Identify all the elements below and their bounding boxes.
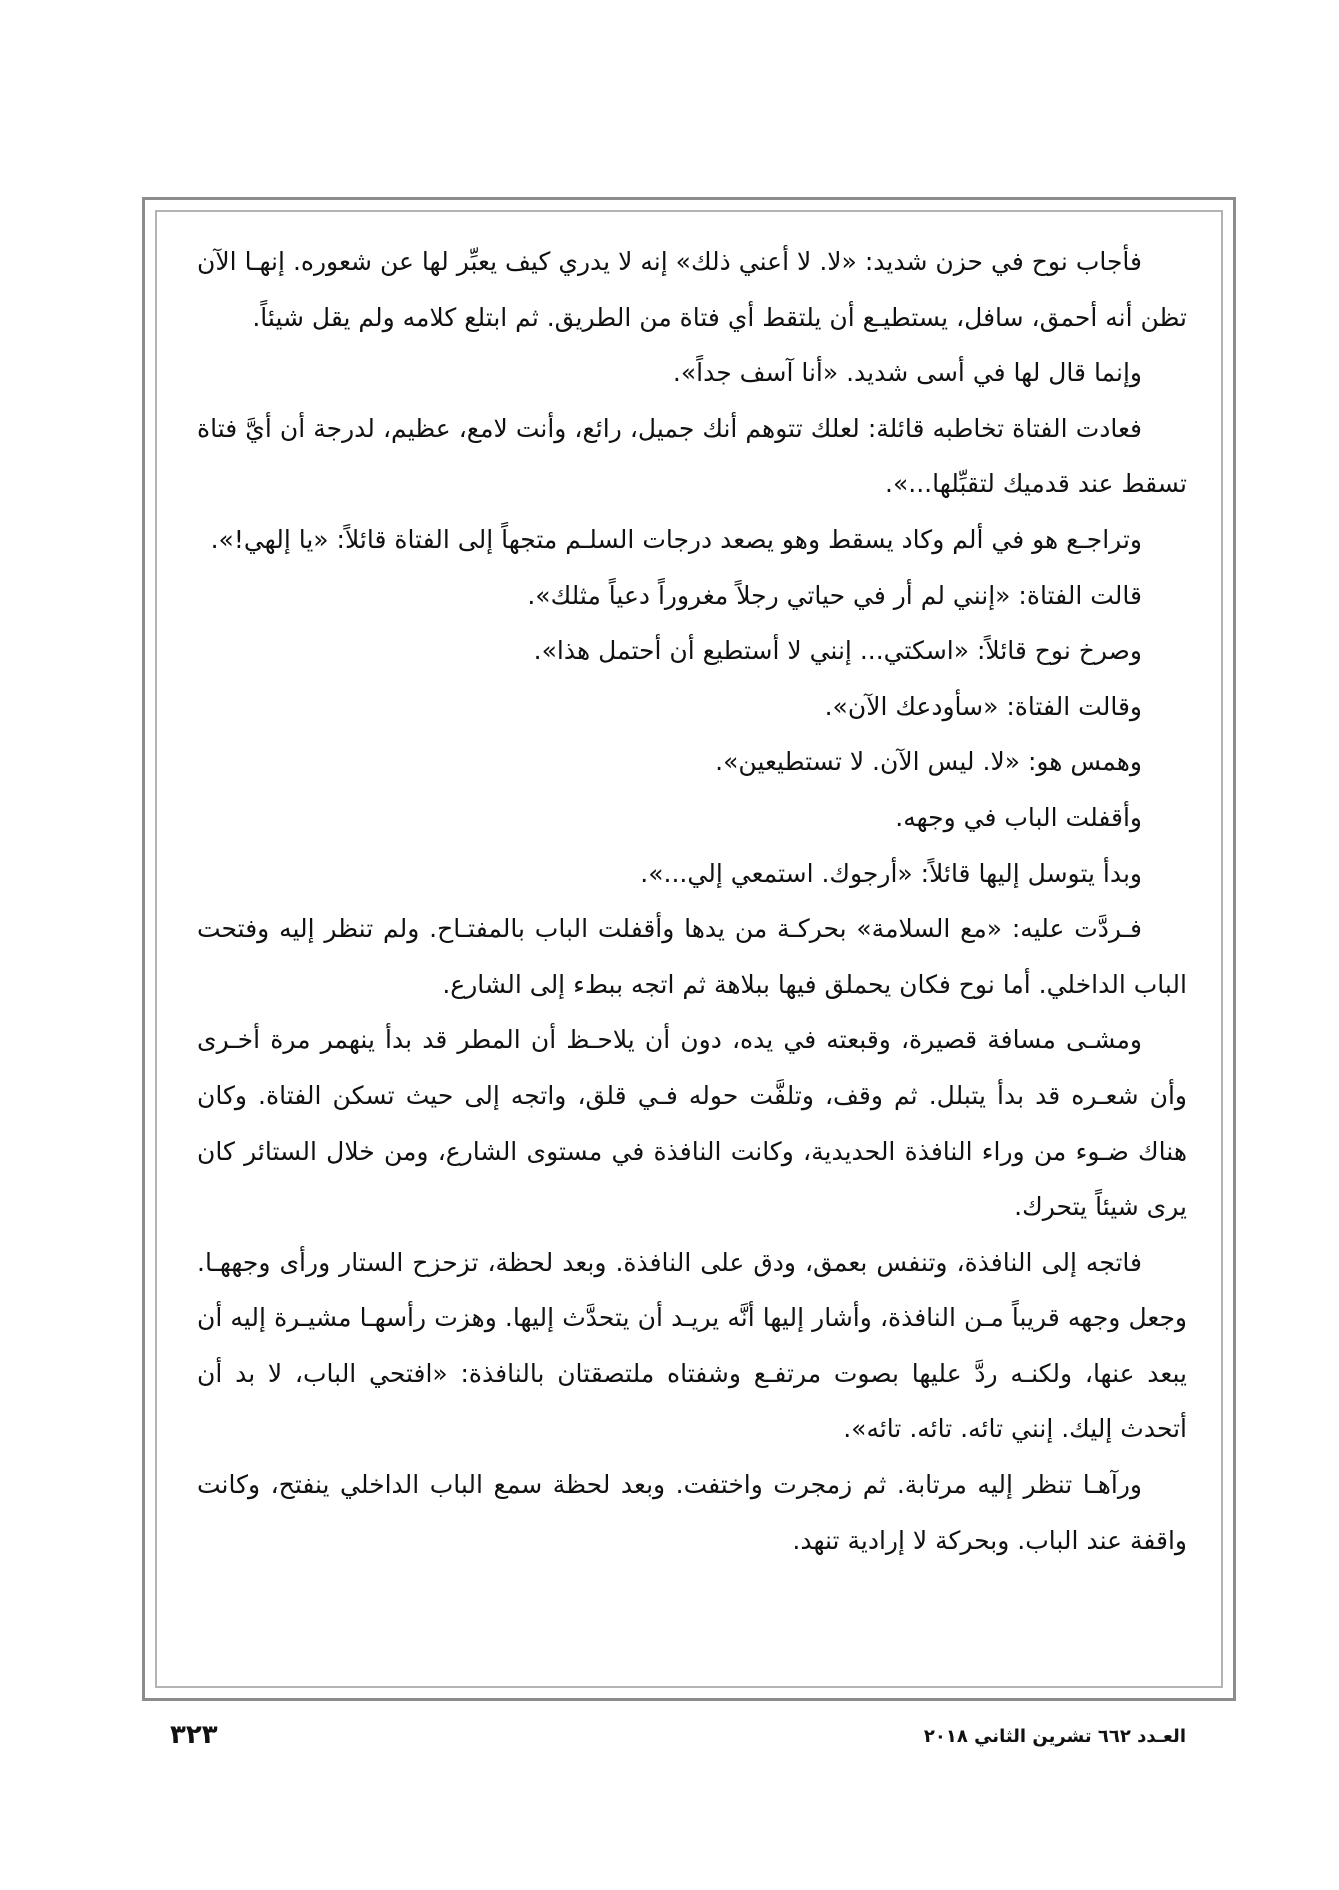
paragraph: وهمس هو: «لا. ليس الآن. لا تستطيعين». — [715, 747, 1142, 777]
page-frame-inner — [155, 210, 1223, 1688]
page-number: ٣٢٣ — [170, 1720, 218, 1750]
paragraph: فعادت الفتاة تخاطبه قائلة: لعلك تتوهم أنك جميل، رائع، وأنت لامع، عظيم، لدرجة أن أيَّ فتاة تسقط عند قدميك لتقبِّلها...». — [197, 413, 1187, 499]
issue-label: العـدد ٦٦٢ تشرين الثاني ٢٠١٨ — [923, 1726, 1186, 1747]
paragraph: وإنما قال لها في أسى شديد. «أنا آسف جداً». — [672, 358, 1142, 388]
paragraph: فاتجه إلى النافذة، وتنفس بعمق، ودق على النافذة. وبعد لحظة، تزحزح الستار ورأى وجههـا. وجعل وجهه قريباً مـن النافذة، وأشار إليها أنَّه يريـد أن يتحدَّث إليها. وهزت رأسهـا مشيـرة إليه أن يبعد عنها، ولكنـه ردَّ عليها بصوت مرتفـع وشفتاه ملتصقتان بالنافذة: «افتحي الباب، لا بد أن أتحدث إليك. إنني تائه. تائه. تائه». — [197, 1247, 1187, 1444]
page-frame-outer — [142, 197, 1236, 1701]
paragraph: فأجاب نوح في حزن شديد: «لا. لا أعني ذلك» إنه لا يدري كيف يعبِّر لها عن شعوره. إنهـا الآن تظن أنه أحمق، سافل، يستطيـع أن يلتقط أي فتاة من الطريق. ثم ابتلع كلامه ولم يقل شيئاً. — [197, 247, 1187, 332]
paragraph: وبدأ يتوسل إليها قائلاً: «أرجوك. استمعي إلي...». — [640, 858, 1142, 888]
paragraph: وصرخ نوح قائلاً: «اسكتي... إنني لا أستطيع أن أحتمل هذا». — [533, 636, 1142, 666]
paragraph: ومشـى مسافة قصيرة، وقبعته في يده، دون أن يلاحـظ أن المطر قد بدأ ينهمر مرة أخـرى وأن شعـره قد بدأ يتبلل. ثم وقف، وتلفَّت حوله فـي قلق، واتجه إلى حيث تسكن الفتاة. وكان هناك ضـوء من وراء النافذة الحديدية، وكانت النافذة في مستوى الشارع، ومن خلال الستائر كان يرى شيئاً يتحرك. — [197, 1025, 1187, 1222]
paragraph: وأقفلت الباب في وجهه. — [895, 802, 1142, 832]
article-body — [197, 234, 1187, 1568]
paragraph: ورآهـا تنظر إليه مرتابة. ثم زمجرت واختفت. وبعد لحظة سمع الباب الداخلي ينفتح، وكانت واقفة عند الباب. وبحركة لا إرادية تنهد. — [197, 1470, 1187, 1555]
paragraph: وقالت الفتاة: «سأودعك الآن». — [824, 691, 1142, 721]
paragraph: فـردَّت عليه: «مع السلامة» بحركـة من يدها وأقفلت الباب بالمفتـاح. ولم تنظر إليه وفتحت الباب الداخلي. أما نوح فكان يحملق فيها ببلاهة ثم اتجه ببطء إلى الشارع. — [197, 914, 1187, 999]
paragraph: وتراجـع هو في ألم وكاد يسقط وهو يصعد درجات السلـم متجهاً إلى الفتاة قائلاً: «يا إلهي!». — [210, 524, 1142, 554]
paragraph: قالت الفتاة: «إنني لم أر في حياتي رجلاً مغروراً دعياً مثلك». — [527, 580, 1142, 610]
